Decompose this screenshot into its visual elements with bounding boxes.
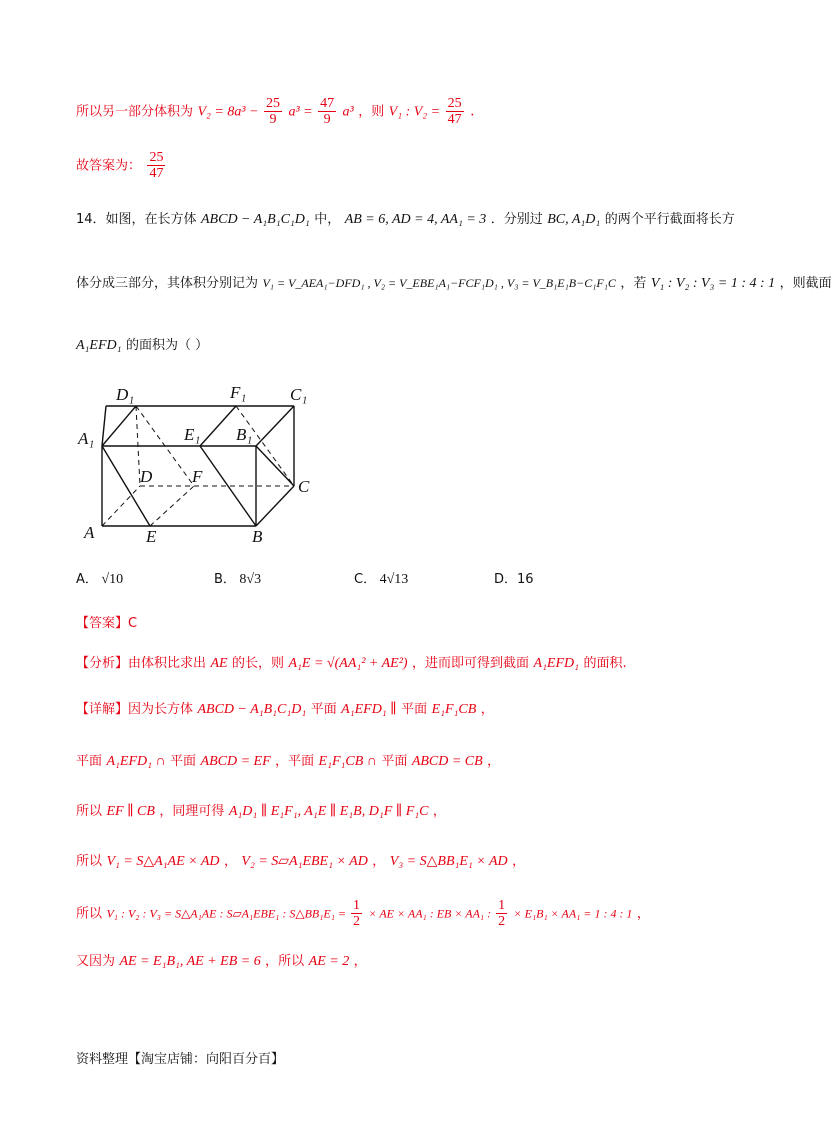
detail-line-1: 【详解】因为长方体 ABCD − A₁B₁C₁D₁ 平面 A₁EFD₁ ∥ 平面 E₁F₁CB ， <box>76 702 494 717</box>
label-d: D <box>140 467 153 486</box>
choice-c[interactable]: C． 4√13 <box>354 572 409 587</box>
question-line-1: 14．如图，在长方体 ABCD − A₁B₁C₁D₁ 中， AB = 6, AD = 4, AA₁ = 3 ．分别过 BC, A₁D₁ 的两个平行截面将长方 <box>76 212 735 227</box>
label-f1: F₁ <box>230 383 247 402</box>
fraction-25-9: $\frac{25}{9}$ <box>265 96 280 127</box>
edge-e1-b <box>200 446 256 526</box>
v2-lead-text: 所以另一部分体积为 <box>76 104 194 120</box>
choice-c-value: 4√13 <box>379 572 409 587</box>
label-a1: A₁ <box>78 429 95 448</box>
question-volumes: V₁ = V_AEA₁−DFD₁ , V₂ = V_EBE₁A₁−FCF₁D₁ , V₃ = V_B₁E₁B−C₁F₁C <box>262 276 616 290</box>
edge-a1-d1-diag <box>102 406 136 446</box>
edge-e1-f1 <box>200 406 236 446</box>
answer-label: 【答案】C <box>76 616 138 631</box>
cuboid-figure <box>76 382 326 547</box>
detail-line-3: 所以 EF ∥ CB ，同理可得 A₁D₁ ∥ E₁F₁, A₁E ∥ E₁B, D₁F ∥ F₁C ， <box>76 804 446 819</box>
label-a: A <box>84 523 95 542</box>
previous-answer-label: 故答案为： <box>76 158 142 174</box>
ratio-formula: V₁ : V₂ = <box>388 104 444 120</box>
question-line-2: 体分成三部分，其体积分别记为 V₁ = V_AEA₁−DFD₁ , V₂ = V_EBE₁A₁−FCF₁D₁ , V₃ = V_B₁E₁B−C₁F₁C ，若 V₁ : V₂ : V₃ = 1 : 4 : 1 ，则截面 <box>76 276 832 291</box>
label-c: C <box>298 477 310 496</box>
v2-mid: a³ = <box>288 104 317 120</box>
analysis-formula: A₁E = √(AA₁² + AE²) <box>288 656 408 671</box>
page-footer: 资料整理【淘宝店铺：向阳百分百】 <box>76 1052 285 1067</box>
fraction-47-9: $\frac{47}{9}$ <box>320 96 335 127</box>
choice-a-value: √10 <box>101 572 124 587</box>
label-f: F <box>192 467 203 486</box>
edge-e-f-hidden <box>150 486 194 526</box>
fraction-25-47: $\frac{25}{47}$ <box>447 96 462 127</box>
question-line-3: A₁EFD₁ 的面积为（ ） <box>76 338 209 353</box>
fraction-half-2: $\frac{1}{2}$ <box>498 898 506 929</box>
label-e1: E₁ <box>184 425 201 444</box>
question-dims: AB = 6, AD = 4, AA₁ = 3 <box>344 212 487 227</box>
choice-a[interactable]: A． √10 <box>76 572 124 587</box>
v2-result-line: 所以另一部分体积为 V₂ = 8a³ − $\frac{25}{9}$ a³ = $\frac{47}{9}$ a³ ，则 V₁ : V₂ = $\frac{25}{47}$ . <box>76 96 475 127</box>
v2-formula: V₂ = 8a³ − <box>197 104 262 120</box>
edge-b1-c1 <box>256 406 294 446</box>
edge-b1-c <box>256 446 294 486</box>
question-box: ABCD − A₁B₁C₁D₁ <box>201 212 310 227</box>
detail-line-5: 所以 V₁ : V₂ : V₃ = S△A₁AE : S▱A₁EBE₁ : S△BB₁E₁ = $\frac{1}{2}$ × AE × AA₁ : EB × AA₁ : $\frac{1}{2}$ × E₁B₁ × AA₁ = 1 : 4 : 1 ， <box>76 898 650 929</box>
v2-tail: a³ <box>342 104 354 120</box>
question-ratio: V₁ : V₂ : V₃ = 1 : 4 : 1 <box>650 276 776 291</box>
question-section: A₁EFD₁ <box>76 338 122 353</box>
label-d1: D₁ <box>116 385 135 404</box>
detail-line-4: 所以 V₁ = S△A₁AE × AD ， V₂ = S▱A₁EBE₁ × AD ， V₃ = S△BB₁E₁ × AD ， <box>76 854 526 869</box>
answer-line <box>76 612 137 631</box>
question-through: BC, A₁D₁ <box>547 212 601 227</box>
label-b: B <box>252 527 263 546</box>
detail-line-6: 又因为 AE = E₁B₁, AE + EB = 6 ，所以 AE = 2 ， <box>76 954 367 969</box>
edge-a1-d1 <box>102 406 106 446</box>
label-e: E <box>146 527 157 546</box>
detail-line-2: 平面 A₁EFD₁ ∩ 平面 ABCD = EF ，平面 E₁F₁CB ∩ 平面 ABCD = CB ， <box>76 754 501 769</box>
choice-d[interactable]: D．16 <box>494 572 534 587</box>
ratio-lead: ，则 <box>358 104 385 120</box>
question-number: 14．如图，在长方体 <box>76 212 197 227</box>
fraction-half-1: $\frac{1}{2}$ <box>353 898 360 929</box>
analysis-line: 【分析】由体积比求出 AE 的长，则 A₁E = √(AA₁² + AE²) ，进而即可得到截面 A₁EFD₁ 的面积. <box>76 656 627 671</box>
edge-b-c <box>256 486 294 526</box>
previous-answer-fraction: $\frac{25}{47}$ <box>149 150 164 181</box>
choice-b-value: 8√3 <box>239 572 262 587</box>
previous-answer-line <box>76 150 167 181</box>
label-c1: C₁ <box>290 385 308 404</box>
edge-a-d-hidden <box>102 486 140 526</box>
choice-b[interactable]: B． 8√3 <box>214 572 262 587</box>
label-b1: B₁ <box>236 425 253 444</box>
